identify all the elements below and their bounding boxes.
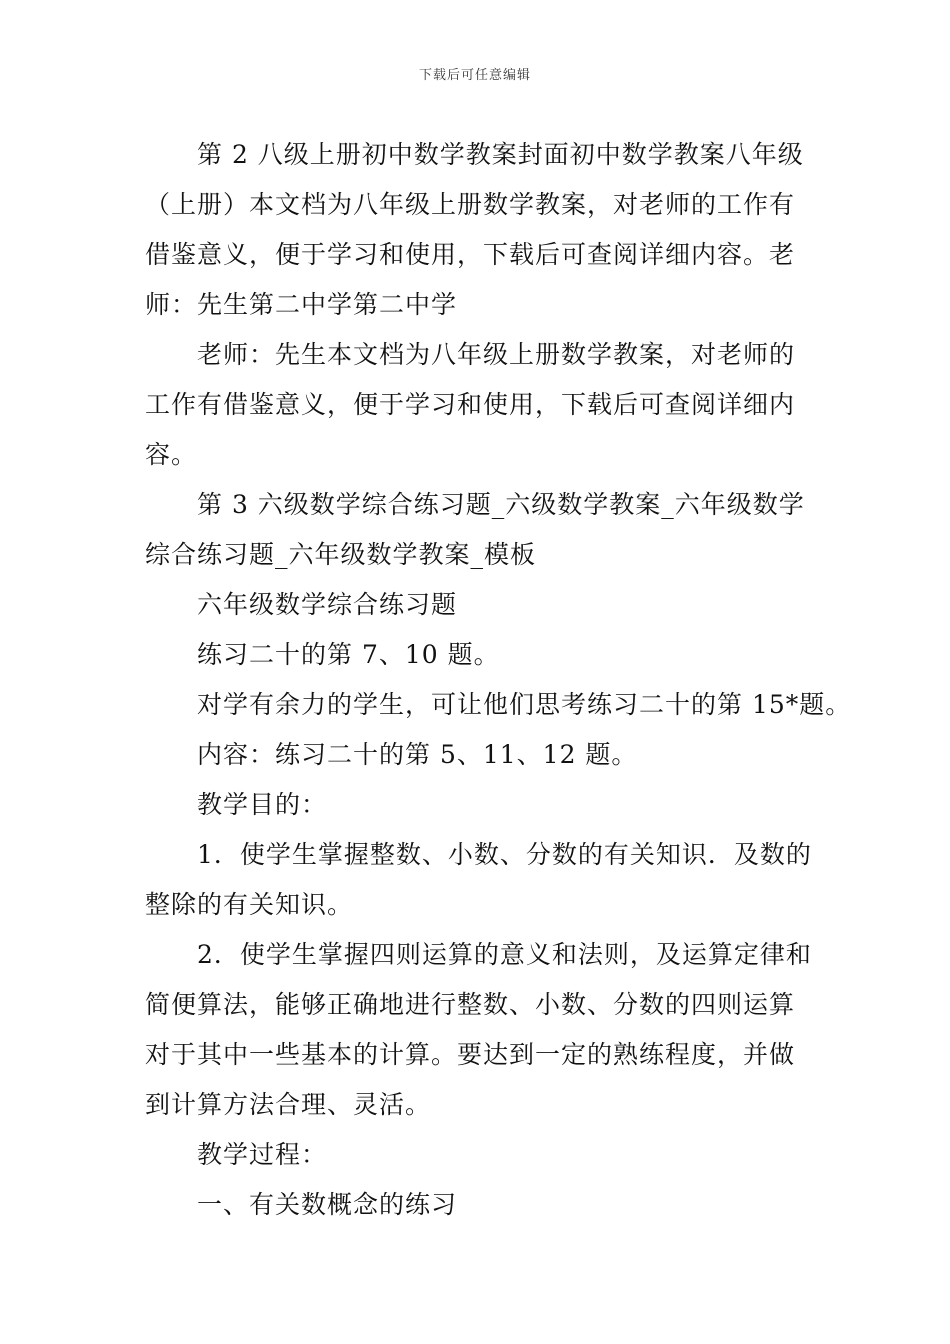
paragraph: 第 2 八级上册初中数学教案封面初中数学教案八年级（上册）本文档为八年级上册数学教案，对老师的工作有借鉴意义，便于学习和使用，下载后可查阅详细内容。老师：先生第二中学第二中学 bbox=[145, 140, 804, 319]
paragraph: 内容：练习二十的第 5、11、12 题。 bbox=[197, 740, 638, 769]
paragraph: 第 3 六级数学综合练习题_六级数学教案_六年级数学综合练习题_六年级数学教案_模板 bbox=[145, 490, 805, 569]
document-body bbox=[145, 130, 852, 1230]
paragraph: 教学过程： bbox=[197, 1140, 328, 1169]
page-header: 下载后可任意编辑 bbox=[418, 68, 531, 83]
paragraph: 练习二十的第 7、10 题。 bbox=[197, 640, 500, 669]
paragraph: 对学有余力的学生，可让他们思考练习二十的第 15*题。 bbox=[197, 690, 852, 719]
paragraph: 老师：先生本文档为八年级上册数学教案，对老师的工作有借鉴意义，便于学习和使用，下载后可查阅详细内容。 bbox=[145, 340, 796, 469]
paragraph: 2．使学生掌握四则运算的意义和法则，及运算定律和简便算法，能够正确地进行整数、小数、分数的四则运算对于其中一些基本的计算。要达到一定的熟练程度，并做到计算方法合理、灵活。 bbox=[145, 940, 812, 1119]
paragraph: 1．使学生掌握整数、小数、分数的有关知识．及数的整除的有关知识。 bbox=[145, 840, 812, 919]
paragraph: 六年级数学综合练习题 bbox=[197, 590, 458, 619]
paragraph: 教学目的： bbox=[197, 790, 328, 819]
paragraph: 一、有关数概念的练习 bbox=[197, 1190, 458, 1219]
